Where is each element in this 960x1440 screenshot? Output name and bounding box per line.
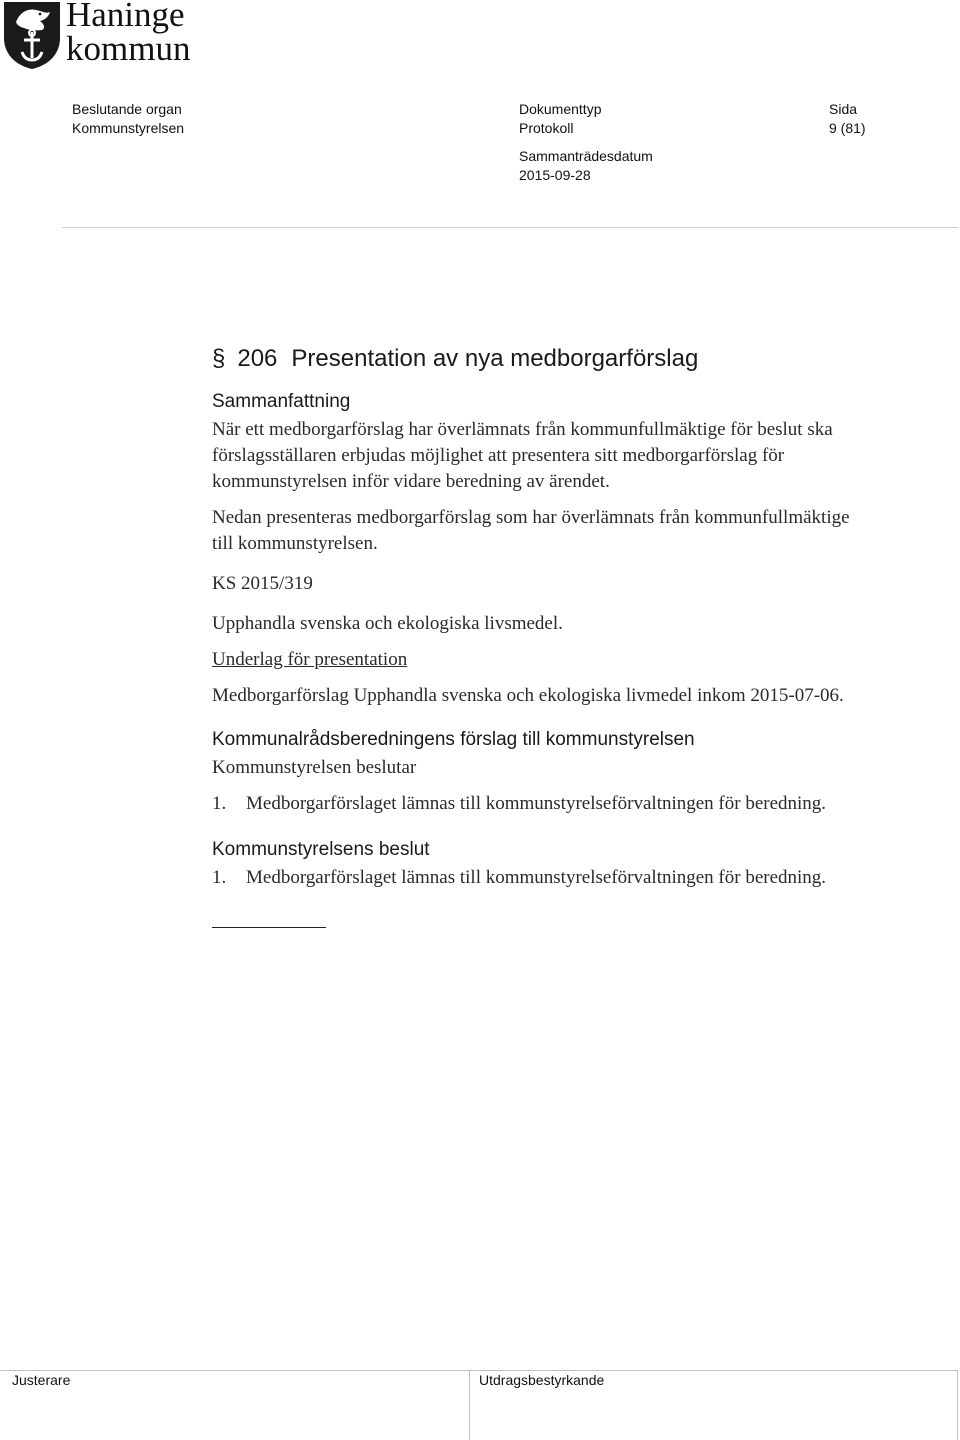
case-number: KS 2015/319: [212, 573, 313, 594]
utdragsbestyrkande-label: Utdragsbestyrkande: [479, 1372, 605, 1388]
doctype-label: Dokumenttyp: [519, 101, 602, 117]
proposal-heading: Kommunalrådsberedningens förslag till kommunstyrelsen: [212, 729, 695, 750]
footer-divider: [0, 1370, 958, 1371]
doctype-value: Protokoll: [519, 120, 574, 136]
date-value: 2015-09-28: [519, 167, 591, 183]
page-block: [829, 100, 866, 138]
proposal-list: [212, 791, 852, 817]
date-label: Sammanträdesdatum: [519, 148, 653, 164]
footer-right-border: [957, 1370, 958, 1440]
logo-line2: kommun: [66, 29, 191, 68]
organ-block: [72, 100, 184, 138]
decision-list: [212, 865, 852, 891]
list-item-text: Medborgarförslaget lämnas till kommunstyrelseförvaltningen för beredning.: [246, 793, 827, 814]
section-heading: [212, 345, 852, 373]
list-item-text: Medborgarförslaget lämnas till kommunstyrelseförvaltningen för beredning.: [246, 867, 827, 888]
decision-heading: Kommunstyrelsens beslut: [212, 839, 430, 860]
list-item-number: 1.: [212, 793, 227, 814]
doctype-block: [519, 100, 653, 185]
section-end-line: [212, 927, 326, 928]
page-value: 9 (81): [829, 120, 866, 136]
logo-wordmark: [66, 0, 190, 66]
list-item-number: 1.: [212, 867, 227, 888]
section-title: Presentation av nya medborgarförslag: [291, 345, 699, 372]
haninge-logo: [0, 0, 240, 72]
list-item: [212, 791, 852, 817]
logo-line1: Haninge: [66, 0, 185, 34]
summary-paragraph-1: När ett medborgarförslag har överlämnats från kommunfullmäktige för beslut ska förslagsställaren erbjudas möjlighet att presentera sitt medborgarförslag för kommunstyrelsen inför vidare beredning av ärendet.: [212, 419, 833, 492]
proposal-intro: Kommunstyrelsen beslutar: [212, 757, 417, 778]
footer-column-divider: [469, 1370, 470, 1440]
list-item: [212, 865, 852, 891]
sammanfattning-heading: Sammanfattning: [212, 391, 351, 412]
section-number: 206: [237, 345, 278, 372]
underlag-heading: Underlag för presentation: [212, 649, 408, 670]
header-divider: [62, 227, 958, 228]
section-content: [212, 345, 852, 928]
case-title: Upphandla svenska och ekologiska livsmedel.: [212, 613, 563, 634]
summary-paragraph-2: Nedan presenteras medborgarförslag som har överlämnats från kommunfullmäktige till kommunstyrelsen.: [212, 507, 850, 554]
organ-value: Kommunstyrelsen: [72, 120, 185, 136]
organ-label: Beslutande organ: [72, 101, 182, 117]
justerare-label: Justerare: [12, 1372, 71, 1388]
coat-of-arms-icon: [2, 0, 62, 70]
paragraph-symbol: §: [212, 345, 226, 372]
underlag-text: Medborgarförslag Upphandla svenska och ekologiska livmedel inkom 2015-07-06.: [212, 685, 844, 706]
page-label: Sida: [829, 101, 858, 117]
